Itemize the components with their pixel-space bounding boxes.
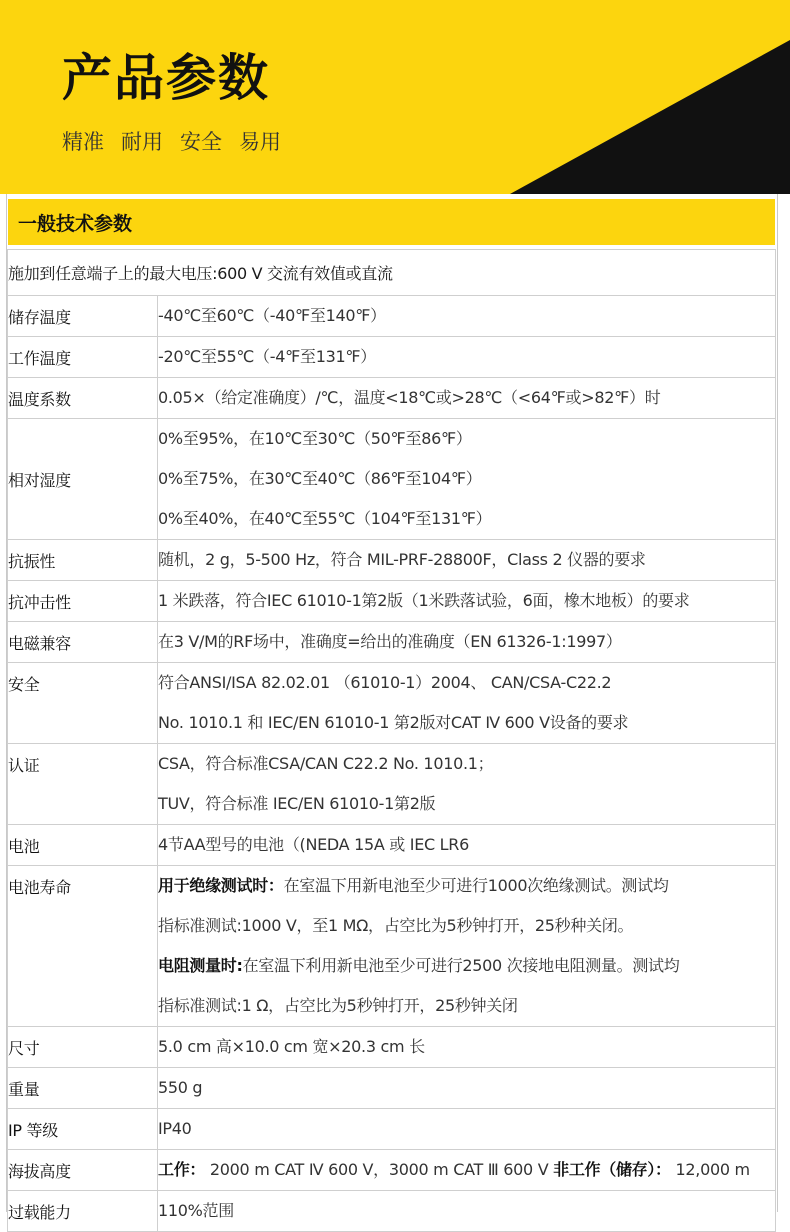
max-voltage-row: 施加到任意端子上的最大电压:600 V 交流有效值或直流 — [8, 250, 776, 296]
battery-resistance-line — [158, 946, 775, 986]
row-label: 认证 — [8, 744, 158, 825]
table-row — [8, 419, 776, 540]
section-title: 一般技术参数 — [18, 213, 133, 235]
row-value: No. 1010.1 和 IEC/EN 61010-1 第2版对CAT Ⅳ 600 V设备的要求 — [158, 713, 629, 732]
table-row — [8, 250, 776, 296]
tag-safe: 安全 — [180, 130, 222, 154]
idle-lead: 非工作（储存）： — [553, 1160, 671, 1179]
row-value: 指标准测试:1 Ω，占空比为5秒钟打开，25秒钟关闭 — [158, 996, 518, 1015]
resistance-text: 在室温下利用新电池至少可进行2500 次接地电阻测量。测试均 — [242, 956, 680, 975]
altitude-line — [158, 1150, 775, 1190]
section-header — [8, 199, 775, 245]
row-label: 相对湿度 — [8, 419, 158, 540]
row-value: 符合ANSI/ISA 82.02.01 （61010-1）2004、 CAN/CSA-C22.2 — [158, 673, 612, 692]
row-label: 过载能力 — [8, 1191, 158, 1232]
table-row — [8, 540, 776, 581]
tag-durable: 耐用 — [121, 130, 163, 154]
work-lead: 工作： — [158, 1160, 206, 1179]
table-row — [8, 1068, 776, 1109]
table-row — [8, 337, 776, 378]
idle-text: 12,000 m — [675, 1160, 750, 1179]
row-value: 0.05×（给定准确度）/℃，温度<18℃或>28℃（<64℉或>82℉）时 — [158, 388, 661, 407]
row-value: IP40 — [158, 1119, 192, 1138]
insulation-text: 在室温下用新电池至少可进行1000次绝缘测试。测试均 — [283, 876, 669, 895]
row-value: 0%至40%，在40℃至55℃（104℉至131℉） — [158, 509, 492, 528]
page-title: 产品参数 — [62, 49, 270, 107]
table-row — [8, 378, 776, 419]
row-value: CSA，符合标准CSA/CAN C22.2 No. 1010.1； — [158, 754, 494, 773]
row-label: 重量 — [8, 1068, 158, 1109]
row-value: 550 g — [158, 1078, 203, 1097]
spec-table — [7, 249, 776, 1232]
feature-tags — [62, 126, 281, 156]
tag-precise: 精准 — [62, 130, 104, 154]
row-label: 温度系数 — [8, 378, 158, 419]
table-row — [8, 744, 776, 825]
table-row — [8, 296, 776, 337]
table-row — [8, 622, 776, 663]
row-label: 安全 — [8, 663, 158, 744]
row-label: 工作温度 — [8, 337, 158, 378]
table-row — [8, 581, 776, 622]
resistance-lead: 电阻测量时: — [158, 956, 243, 975]
header-banner — [0, 0, 790, 194]
battery-insulation-line — [158, 866, 775, 906]
table-row — [8, 866, 776, 1027]
row-value: 随机，2 g，5-500 Hz，符合 MIL-PRF-28800F，Class 2 仪器的要求 — [158, 550, 646, 569]
table-row — [8, 825, 776, 866]
row-value: 0%至75%，在30℃至40℃（86℉至104℉） — [158, 469, 482, 488]
row-label: 尺寸 — [8, 1027, 158, 1068]
row-label: 电池 — [8, 825, 158, 866]
tag-easy: 易用 — [239, 130, 281, 154]
row-label: 抗冲击性 — [8, 581, 158, 622]
row-value: 在3 V/M的RF场中，准确度=给出的准确度（EN 61326-1:1997） — [158, 632, 622, 651]
row-value: 0%至95%，在10℃至30℃（50℉至86℉） — [158, 429, 472, 448]
row-label: 抗振性 — [8, 540, 158, 581]
row-value: 5.0 cm 高×10.0 cm 宽×20.3 cm 长 — [158, 1037, 425, 1056]
table-row — [8, 1109, 776, 1150]
row-value: -20℃至55℃（-4℉至131℉） — [158, 347, 376, 366]
row-value: 指标准测试:1000 V，至1 MΩ，占空比为5秒钟打开，25秒种关闭。 — [158, 916, 634, 935]
row-label: 电磁兼容 — [8, 622, 158, 663]
row-value: -40℃至60℃（-40℉至140℉） — [158, 306, 386, 325]
work-text: 2000 m CAT Ⅳ 600 V，3000 m CAT Ⅲ 600 V — [209, 1160, 549, 1179]
row-label: 电池寿命 — [8, 866, 158, 1027]
row-value: 1 米跌落，符合IEC 61010-1第2版（1米跌落试验，6面，橡木地板）的要求 — [158, 591, 690, 610]
insulation-lead: 用于绝缘测试时： — [158, 876, 284, 895]
row-value: TUV，符合标准 IEC/EN 61010-1第2版 — [158, 794, 436, 813]
table-row — [8, 1191, 776, 1232]
table-row — [8, 1150, 776, 1191]
table-row — [8, 663, 776, 744]
row-label: IP 等级 — [8, 1109, 158, 1150]
row-value: 4节AA型号的电池（(NEDA 15A 或 IEC LR6 — [158, 835, 469, 854]
row-label: 海拔高度 — [8, 1150, 158, 1191]
row-value: 110%范围 — [158, 1201, 234, 1220]
table-row — [8, 1027, 776, 1068]
row-label: 储存温度 — [8, 296, 158, 337]
